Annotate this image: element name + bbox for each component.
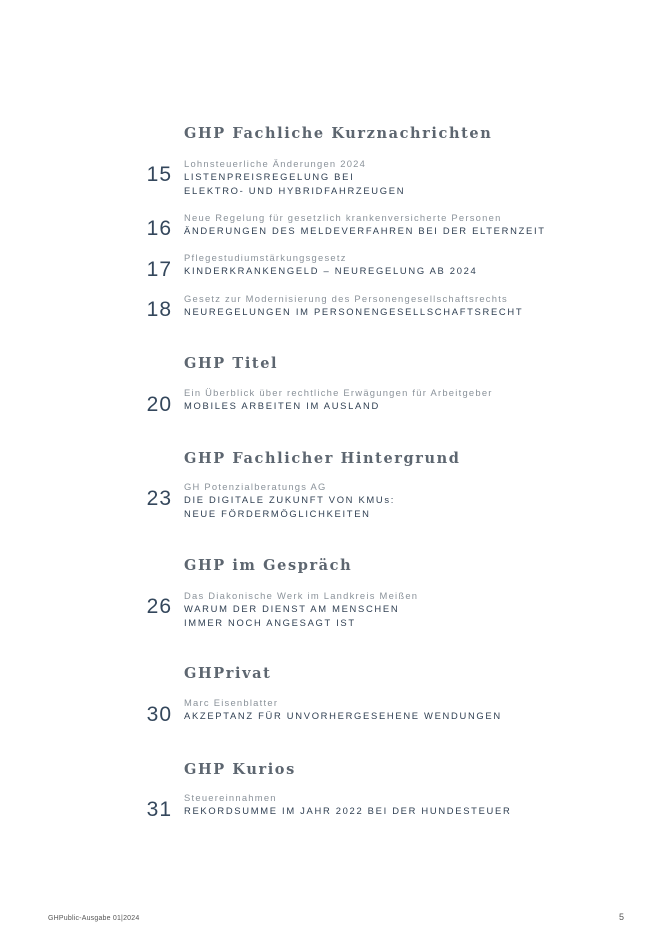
entry-headline: IMMER NOCH ANGESAGT IST (184, 616, 356, 628)
page-number: 30 (146, 703, 172, 726)
page-number: 31 (146, 798, 172, 821)
section-title-titel: GHP Titel (184, 355, 279, 372)
page-number: 16 (146, 217, 172, 240)
section-title-gespraech: GHP im Gespräch (184, 557, 353, 574)
page-number: 23 (146, 487, 172, 510)
entry-headline: DIE DIGITALE ZUKUNFT VON KMUs: (184, 494, 396, 505)
section-title-hintergrund: GHP Fachlicher Hintergrund (184, 450, 461, 467)
entry-subtitle: Gesetz zur Modernisierung des Personengesellschaftsrechts (184, 293, 508, 304)
page-number: 17 (146, 258, 172, 281)
entry-headline: REKORDSUMME IM JAHR 2022 BEI DER HUNDESTEUER (184, 805, 512, 816)
page-number: 18 (146, 298, 172, 321)
entry-headline: ELEKTRO- UND HYBRIDFAHRZEUGEN (184, 184, 406, 196)
entry-subtitle: Lohnsteuerliche Änderungen 2024 (184, 158, 367, 169)
footer-publication: GHPublic-Ausgabe 01|2024 (48, 915, 140, 922)
footer-page-number: 5 (618, 912, 624, 922)
entry-subtitle: Das Diakonische Werk im Landkreis Meißen (184, 590, 419, 601)
entry-subtitle: Steuereinnahmen (184, 792, 277, 803)
entry-subtitle: Neue Regelung für gesetzlich krankenversicherte Personen (184, 212, 502, 223)
entry-headline: NEUREGELUNGEN IM PERSONENGESELLSCHAFTSRECHT (184, 306, 524, 317)
entry-headline: MOBILES ARBEITEN IM AUSLAND (184, 400, 380, 411)
entry-subtitle: Pflegestudiumstärkungsgesetz (184, 252, 347, 263)
entry-subtitle: Marc Eisenblatter (184, 697, 279, 708)
section-title-kurznachrichten: GHP Fachliche Kurznachrichten (184, 125, 493, 142)
entry-headline: KINDERKRANKENGELD – NEUREGELUNG AB 2024 (184, 265, 478, 276)
entry-headline: LISTENPREISREGELUNG BEI (184, 171, 355, 182)
entry-headline: ÄNDERUNGEN DES MELDEVERFAHREN BEI DER ELTERNZEIT (184, 225, 546, 236)
section-title-kurios: GHP Kurios (184, 761, 296, 778)
entry-subtitle: GH Potenzialberatungs AG (184, 481, 327, 492)
page-number: 15 (146, 163, 172, 186)
entry-headline: AKZEPTANZ FÜR UNVORHERGESEHENE WENDUNGEN (184, 710, 502, 721)
page-number: 20 (146, 393, 172, 416)
page-number: 26 (146, 595, 172, 618)
entry-subtitle: Ein Überblick über rechtliche Erwägungen für Arbeitgeber (184, 387, 493, 398)
section-title-privat: GHPrivat (184, 665, 272, 682)
entry-headline: WARUM DER DIENST AM MENSCHEN (184, 603, 400, 614)
entry-headline: NEUE FÖRDERMÖGLICHKEITEN (184, 507, 371, 519)
